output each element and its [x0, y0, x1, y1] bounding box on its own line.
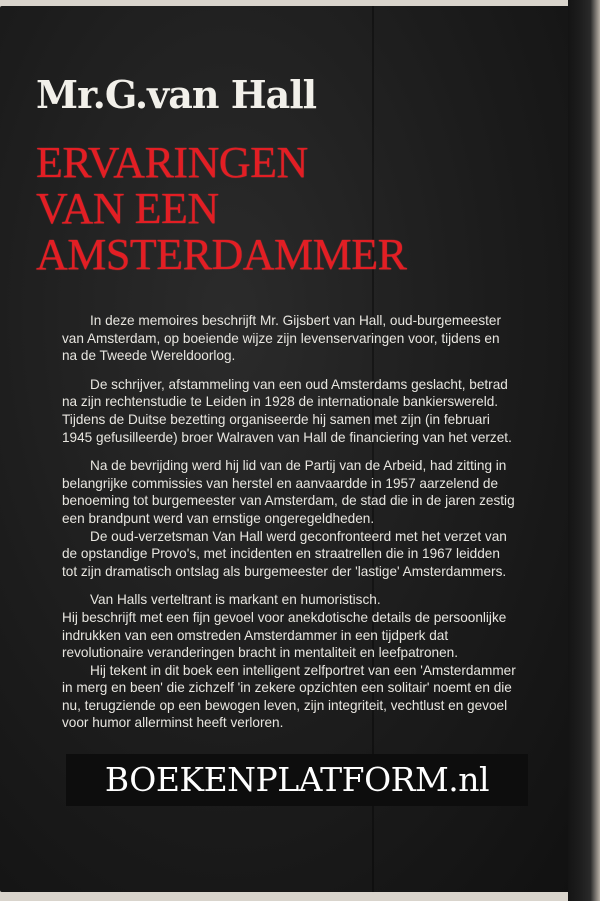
- title-line-2: VAN EEN: [36, 184, 219, 233]
- book-spine: [568, 0, 600, 901]
- blurb-paragraph-4: De oud-verzetsman Van Hall werd geconfronteerd met het verzet van de opstandige Provo's, met incidenten en straatrellen die in 1967 leidden tot zijn dramatisch ontslag als burgemeester der 'lastige' Amsterdammers.: [62, 528, 507, 579]
- title-line-3: AMSTERDAMMER: [36, 230, 407, 279]
- blurb-paragraph-1: In deze memoires beschrijft Mr. Gijsbert van Hall, oud-burgemeester van Amsterdam, op boeiende wijze zijn levenservaringen voor, tijdens en na de Tweede Wereldoorlog.: [62, 313, 501, 364]
- blurb-paragraph-6: Hij beschrijft met een fijn gevoel voor anekdotische details de persoonlijke indrukken van een omstreden Amsterdammer in een tijdperk dat revolutionaire veranderingen bracht in mentaliteit en leefpatronen.: [62, 609, 507, 661]
- blurb-paragraph-2: De schrijver, afstammeling van een oud Amsterdams geslacht, betrad na zijn rechtenstudie te Leiden in 1928 de internationale bankierswereld. Tijdens de Duitse bezetting organiseerde hij samen met zijn (in februari 1945 gefusilleerde) broer Walraven van Hall de financiering van het verzet.: [62, 376, 512, 445]
- author-name: Mr.G.van Hall: [36, 72, 317, 117]
- blurb-paragraph-5: Van Halls verteltrant is markant en humoristisch.: [90, 592, 381, 608]
- title-line-1: ERVARINGEN: [36, 138, 308, 187]
- blurb-paragraph-3: Na de bevrijding werd hij lid van de Partij van de Arbeid, had zitting in belangrijke commissies van herstel en aanvaardde in 1957 aarzelend de benoeming tot burgemeester van Amsterdam, de stad die in de jaren zestig een brandpunt werd van ernstige ongeregeldheden.: [62, 458, 515, 526]
- blurb-text: [62, 312, 518, 732]
- book-title: [36, 140, 407, 278]
- blurb-paragraph-7: Hij tekent in dit boek een intelligent zelfportret van een 'Amsterdammer in merg en been' die zichzelf 'in zekere opzichten een solitair' noemt en die nu, terugziende op een bewogen leven, zijn integriteit, vechtlust en gevoel voor humor allerminst heeft verloren.: [62, 662, 516, 731]
- watermark-banner: BOEKENPLATFORM.nl: [66, 754, 528, 806]
